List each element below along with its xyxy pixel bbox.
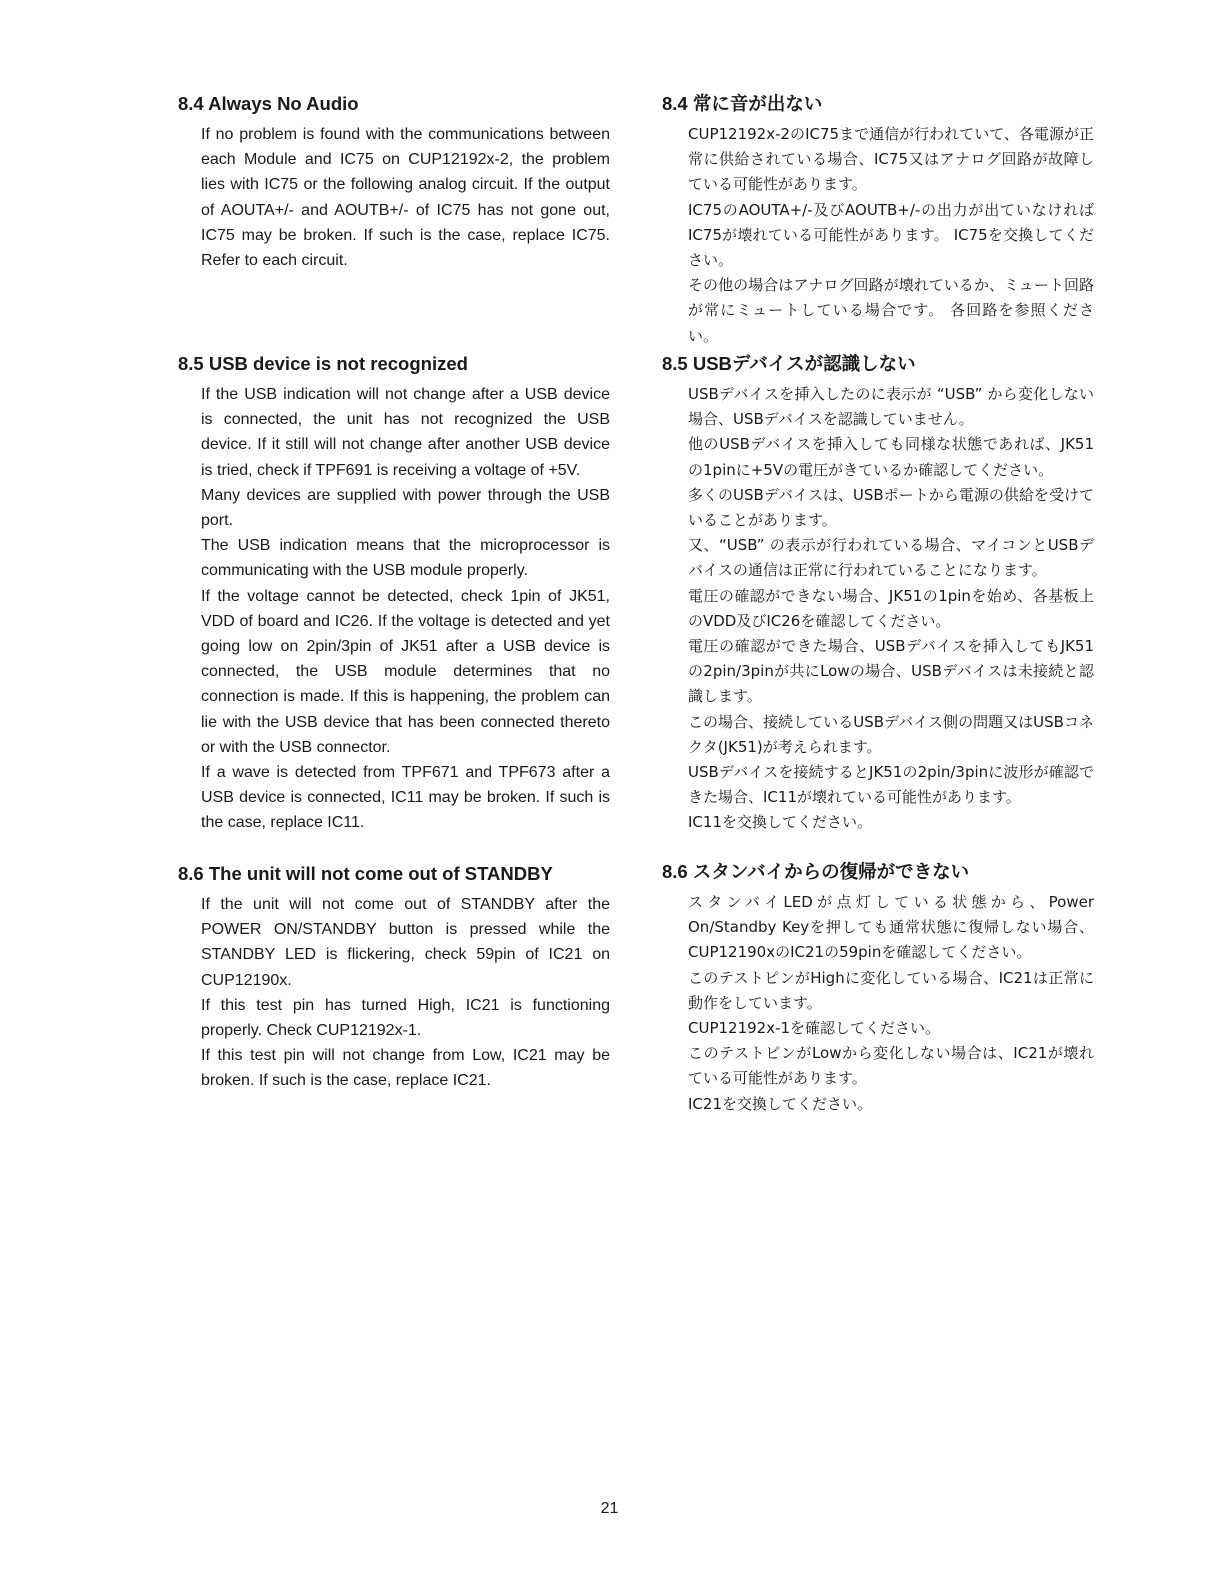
paragraph: If this test pin will not change from Low, IC21 may be broken. If such is the case, replace IC21. (201, 1047, 610, 1090)
paragraph: 電圧の確認ができた場合、USBデバイスを挿入してもJK51の2pin/3pinが共にLowの場合、USBデバイスは未接続と認識します。 (688, 637, 1094, 706)
paragraph: 多くのUSBデバイスは、USBポートから電源の供給を受けていることがあります。 (688, 485, 1094, 530)
paragraph: If no problem is found with the communications between each Module and IC75 on CUP12192x-2, the problem lies with IC75 or the following analog circuit. If the output of AOUTA+/- and AOUTB+/- of IC75 has not gone out, IC75 may be broken. If such is the case, replace IC75. Refer to each circuit. (201, 126, 610, 270)
paragraph: IC11を交換してください。 (688, 813, 872, 832)
paragraph: IC21を交換してください。 (688, 1094, 872, 1113)
section-heading: 8.6 スタンバイからの復帰ができない (662, 861, 970, 882)
section-heading: 8.4 常に音が出ない (662, 93, 823, 114)
section-heading: 8.4 Always No Audio (178, 93, 359, 114)
section-body (201, 122, 610, 273)
section-body (688, 122, 1094, 349)
section-8-5-en (178, 352, 610, 836)
paragraph: CUP12192x-1を確認してください。 (688, 1019, 941, 1038)
section-body (201, 892, 610, 1094)
paragraph: If this test pin has turned High, IC21 is functioning properly. Check CUP12192x-1. (201, 996, 610, 1040)
paragraph: IC75のAOUTA+/-及びAOUTB+/-の出力が出ていなければIC75が壊れている可能性があります。 IC75を交換してください。 (688, 200, 1094, 270)
paragraph: その他の場合はアナログ回路が壊れているか、ミュート回路が常にミュートしている場合です。 各回路を参照ください。 (688, 276, 1094, 345)
section-8-6-ja (662, 860, 1094, 1117)
paragraph: USBデバイスを接続するとJK51の2pin/3pinに波形が確認できた場合、IC11が壊れている可能性があります。 (688, 763, 1094, 807)
section-8-5-ja (662, 352, 1094, 836)
paragraph: CUP12192x-2のIC75まで通信が行われていて、各電源が正常に供給されている場合、IC75又はアナログ回路が故障している可能性があります。 (688, 125, 1094, 194)
paragraph: 他のUSBデバイスを挿入しても同様な状態であれば、JK51の1pinに+5Vの電圧がきているか確認してください。 (688, 435, 1094, 479)
paragraph: この場合、接続しているUSBデバイス側の問題又はUSBコネクタ(JK51)が考えられます。 (688, 712, 1094, 756)
paragraph: If a wave is detected from TPF671 and TPF673 after a USB device is connected, IC11 may be broken. If such is the case, replace IC11. (201, 764, 610, 832)
paragraph: If the unit will not come out of STANDBY after the POWER ON/STANDBY button is pressed while the STANDBY LED is flickering, check 59pin of IC21 on CUP12190x. (201, 896, 610, 989)
paragraph: USBデバイスを挿入したのに表示が “USB” から変化しない場合、USBデバイスを認識していません。 (688, 385, 1094, 429)
paragraph: 又、“USB” の表示が行われている場合、マイコンとUSBデバイスの通信は正常に行われていることになります。 (688, 536, 1094, 580)
paragraph: このテストピンがLowから変化しない場合は、IC21が壊れている可能性があります。 (688, 1044, 1094, 1088)
section-body (688, 382, 1094, 836)
section-8-4-en (178, 92, 610, 273)
section-heading: 8.6 The unit will not come out of STANDBY (178, 863, 553, 884)
page-number: 21 (600, 1500, 619, 1517)
section-heading: 8.5 USB device is not recognized (178, 353, 468, 374)
paragraph: スタンバイLEDが点灯している状態から、Power On/Standby Keyを押しても通常状態に復帰しない場合、CUP12190xのIC21の59pinを確認してください。 (688, 893, 1094, 962)
section-body (201, 382, 610, 836)
paragraph: If the USB indication will not change after a USB device is connected, the unit has not recognized the USB device. If it still will not change after another USB device is tried, check if TPF691 is receiving a voltage of +5V. (201, 386, 610, 479)
paragraph: 電圧の確認ができない場合、JK51の1pinを始め、各基板上のVDD及びIC26を確認してください。 (688, 586, 1094, 630)
section-heading: 8.5 USBデバイスが認識しない (662, 353, 916, 374)
paragraph: このテストピンがHighに変化している場合、IC21は正常に動作をしています。 (688, 968, 1094, 1012)
section-body (688, 890, 1094, 1117)
paragraph: If the voltage cannot be detected, check 1pin of JK51, VDD of board and IC26. If the voltage is detected and yet going low on 2pin/3pin of JK51 after a USB device is connected, the USB module determines that no connection is made. If this is happening, the problem can lie with the USB device that has been connected thereto or with the USB connector. (201, 587, 610, 756)
paragraph: Many devices are supplied with power through the USB port. (201, 486, 610, 530)
section-8-6-en (178, 862, 610, 1094)
paragraph: The USB indication means that the microprocessor is communicating with the USB module properly. (201, 537, 610, 580)
section-8-4-ja (662, 92, 1094, 349)
